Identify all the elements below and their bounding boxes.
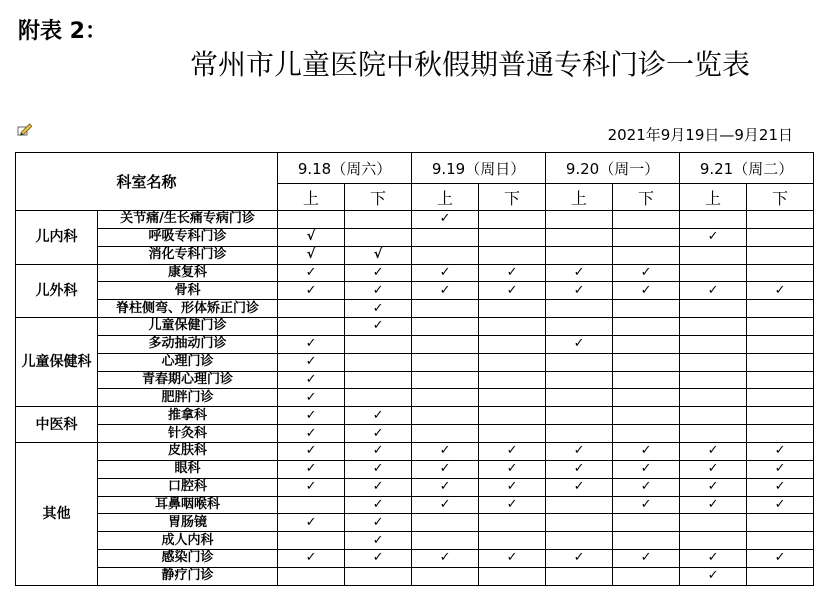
schedule-cell xyxy=(546,318,613,336)
clinic-name: 呼吸专科门诊 xyxy=(98,228,278,246)
clinic-name: 青春期心理门诊 xyxy=(98,371,278,389)
schedule-cell xyxy=(412,514,479,532)
schedule-cell: √ xyxy=(278,246,345,264)
schedule-cell xyxy=(546,211,613,229)
table-row xyxy=(16,300,814,318)
schedule-cell: ✓ xyxy=(412,460,479,478)
schedule-cell xyxy=(278,496,345,514)
schedule-cell: ✓ xyxy=(412,496,479,514)
schedule-cell xyxy=(479,407,546,425)
schedule-cell: ✓ xyxy=(345,460,412,478)
schedule-cell: ✓ xyxy=(278,514,345,532)
department-cell: 中医科 xyxy=(16,407,98,443)
schedule-cell: ✓ xyxy=(278,282,345,300)
clinic-name: 推拿科 xyxy=(98,407,278,425)
table-row xyxy=(16,282,814,300)
schedule-cell: ✓ xyxy=(479,460,546,478)
schedule-cell xyxy=(546,496,613,514)
schedule-cell: ✓ xyxy=(345,496,412,514)
schedule-cell: ✓ xyxy=(479,282,546,300)
morning-header: 上 xyxy=(546,184,613,211)
schedule-cell: ✓ xyxy=(412,282,479,300)
schedule-cell xyxy=(345,228,412,246)
schedule-cell xyxy=(680,211,747,229)
schedule-cell xyxy=(747,371,814,389)
schedule-cell xyxy=(747,353,814,371)
schedule-cell xyxy=(747,532,814,550)
morning-header: 上 xyxy=(680,184,747,211)
table-row xyxy=(16,532,814,550)
clinic-name: 康复科 xyxy=(98,264,278,282)
schedule-cell xyxy=(680,532,747,550)
clinic-name: 皮肤科 xyxy=(98,442,278,460)
schedule-cell xyxy=(345,389,412,407)
schedule-cell xyxy=(412,318,479,336)
schedule-cell xyxy=(546,371,613,389)
table-row xyxy=(16,264,814,282)
schedule-cell xyxy=(747,514,814,532)
date-range: 2021年9月19日—9月21日 xyxy=(607,126,793,144)
schedule-cell xyxy=(613,567,680,585)
schedule-cell: ✓ xyxy=(345,407,412,425)
day-header-9-18: 9.18（周六） xyxy=(278,153,412,184)
table-row xyxy=(16,460,814,478)
schedule-cell xyxy=(613,211,680,229)
schedule-cell xyxy=(613,228,680,246)
schedule-cell xyxy=(412,353,479,371)
schedule-cell xyxy=(479,567,546,585)
schedule-cell: ✓ xyxy=(278,407,345,425)
schedule-cell: ✓ xyxy=(680,282,747,300)
schedule-cell: ✓ xyxy=(345,442,412,460)
schedule-cell: ✓ xyxy=(613,550,680,568)
clinic-name: 眼科 xyxy=(98,460,278,478)
schedule-cell: ✓ xyxy=(613,478,680,496)
schedule-cell: ✓ xyxy=(479,478,546,496)
schedule-cell xyxy=(412,532,479,550)
schedule-cell: ✓ xyxy=(412,478,479,496)
day-header-9-20: 9.20（周一） xyxy=(546,153,680,184)
schedule-cell xyxy=(412,425,479,443)
schedule-cell xyxy=(546,300,613,318)
schedule-cell xyxy=(613,389,680,407)
schedule-cell xyxy=(345,371,412,389)
afternoon-header: 下 xyxy=(613,184,680,211)
schedule-cell: ✓ xyxy=(345,425,412,443)
schedule-cell xyxy=(680,335,747,353)
schedule-cell: ✓ xyxy=(479,496,546,514)
morning-header: 上 xyxy=(278,184,345,211)
schedule-cell: ✓ xyxy=(278,442,345,460)
schedule-cell: ✓ xyxy=(546,335,613,353)
day-header-9-21: 9.21（周二） xyxy=(680,153,814,184)
schedule-cell: ✓ xyxy=(479,442,546,460)
schedule-cell: ✓ xyxy=(613,264,680,282)
schedule-cell: ✓ xyxy=(546,264,613,282)
department-cell: 儿外科 xyxy=(16,264,98,318)
schedule-cell: ✓ xyxy=(747,282,814,300)
schedule-cell xyxy=(747,425,814,443)
schedule-cell xyxy=(546,514,613,532)
table-row xyxy=(16,442,814,460)
schedule-cell: ✓ xyxy=(613,282,680,300)
table-row xyxy=(16,389,814,407)
clinic-name: 胃肠镜 xyxy=(98,514,278,532)
schedule-cell xyxy=(613,407,680,425)
schedule-cell: ✓ xyxy=(278,335,345,353)
schedule-cell xyxy=(546,353,613,371)
schedule-cell xyxy=(479,532,546,550)
schedule-cell: ✓ xyxy=(412,211,479,229)
schedule-cell xyxy=(613,532,680,550)
schedule-cell xyxy=(479,246,546,264)
schedule-cell xyxy=(747,335,814,353)
department-cell: 儿内科 xyxy=(16,211,98,265)
schedule-cell xyxy=(479,318,546,336)
schedule-cell xyxy=(680,514,747,532)
schedule-cell: ✓ xyxy=(546,550,613,568)
department-cell: 其他 xyxy=(16,442,98,585)
document-title: 常州市儿童医院中秋假期普通专科门诊一览表 xyxy=(189,48,750,81)
clinic-name: 关节痛/生长痛专病门诊 xyxy=(98,211,278,229)
schedule-cell: ✓ xyxy=(479,550,546,568)
clinic-name: 脊柱侧弯、形体矫正门诊 xyxy=(98,300,278,318)
schedule-cell: ✓ xyxy=(345,300,412,318)
afternoon-header: 下 xyxy=(345,184,412,211)
schedule-cell: √ xyxy=(345,246,412,264)
schedule-cell xyxy=(278,300,345,318)
clinic-name: 多动抽动门诊 xyxy=(98,335,278,353)
schedule-cell xyxy=(546,425,613,443)
schedule-cell xyxy=(345,567,412,585)
clinic-name: 耳鼻咽喉科 xyxy=(98,496,278,514)
table-row xyxy=(16,496,814,514)
schedule-cell: ✓ xyxy=(345,282,412,300)
table-row xyxy=(16,228,814,246)
schedule-cell: ✓ xyxy=(747,460,814,478)
table-row xyxy=(16,371,814,389)
schedule-cell: ✓ xyxy=(479,264,546,282)
table-row xyxy=(16,514,814,532)
table-row xyxy=(16,318,814,336)
clinic-name: 口腔科 xyxy=(98,478,278,496)
pencil-icon xyxy=(17,121,33,135)
schedule-cell xyxy=(479,425,546,443)
morning-header: 上 xyxy=(412,184,479,211)
schedule-cell: √ xyxy=(278,228,345,246)
schedule-cell xyxy=(613,246,680,264)
schedule-cell xyxy=(479,300,546,318)
schedule-cell: ✓ xyxy=(412,264,479,282)
schedule-cell: ✓ xyxy=(680,442,747,460)
schedule-cell: ✓ xyxy=(747,550,814,568)
schedule-cell xyxy=(479,371,546,389)
schedule-cell: ✓ xyxy=(278,460,345,478)
day-header-9-19: 9.19（周日） xyxy=(412,153,546,184)
schedule-cell: ✓ xyxy=(680,496,747,514)
corner-header: 科室名称 xyxy=(16,153,278,211)
table-row xyxy=(16,478,814,496)
schedule-cell: ✓ xyxy=(680,460,747,478)
schedule-cell xyxy=(680,264,747,282)
clinic-name: 消化专科门诊 xyxy=(98,246,278,264)
schedule-cell xyxy=(680,246,747,264)
schedule-cell xyxy=(680,353,747,371)
schedule-cell xyxy=(680,389,747,407)
schedule-cell xyxy=(479,389,546,407)
schedule-cell xyxy=(278,567,345,585)
schedule-cell: ✓ xyxy=(546,478,613,496)
schedule-cell xyxy=(680,407,747,425)
schedule-cell xyxy=(412,335,479,353)
schedule-cell xyxy=(546,389,613,407)
schedule-cell: ✓ xyxy=(546,442,613,460)
clinic-name: 儿童保健门诊 xyxy=(98,318,278,336)
schedule-cell: ✓ xyxy=(345,532,412,550)
table-row xyxy=(16,567,814,585)
clinic-name: 感染门诊 xyxy=(98,550,278,568)
schedule-cell: ✓ xyxy=(278,353,345,371)
schedule-cell xyxy=(412,567,479,585)
date-header-row xyxy=(16,153,814,184)
schedule-cell: ✓ xyxy=(680,567,747,585)
schedule-cell xyxy=(412,246,479,264)
schedule-cell: ✓ xyxy=(278,389,345,407)
schedule-cell xyxy=(613,425,680,443)
schedule-cell xyxy=(345,353,412,371)
schedule-cell xyxy=(546,407,613,425)
schedule-cell: ✓ xyxy=(278,264,345,282)
schedule-cell: ✓ xyxy=(680,228,747,246)
clinic-name: 肥胖门诊 xyxy=(98,389,278,407)
schedule-cell: ✓ xyxy=(747,496,814,514)
schedule-cell xyxy=(613,371,680,389)
schedule-cell xyxy=(747,407,814,425)
schedule-cell xyxy=(613,335,680,353)
schedule-cell xyxy=(747,246,814,264)
schedule-cell: ✓ xyxy=(546,282,613,300)
schedule-table xyxy=(15,152,814,586)
schedule-cell xyxy=(479,335,546,353)
clinic-name: 针灸科 xyxy=(98,425,278,443)
table-row xyxy=(16,353,814,371)
schedule-cell xyxy=(278,211,345,229)
clinic-name: 静疗门诊 xyxy=(98,567,278,585)
schedule-cell: ✓ xyxy=(278,478,345,496)
attachment-label: 附表 2： xyxy=(18,19,107,44)
schedule-cell xyxy=(613,318,680,336)
schedule-cell xyxy=(680,318,747,336)
schedule-cell xyxy=(747,228,814,246)
schedule-cell xyxy=(479,211,546,229)
schedule-cell xyxy=(546,532,613,550)
schedule-cell: ✓ xyxy=(747,442,814,460)
schedule-cell xyxy=(747,264,814,282)
schedule-cell xyxy=(278,532,345,550)
schedule-cell xyxy=(546,567,613,585)
table-row xyxy=(16,425,814,443)
afternoon-header: 下 xyxy=(747,184,814,211)
schedule-cell xyxy=(479,228,546,246)
schedule-cell xyxy=(412,300,479,318)
schedule-cell: ✓ xyxy=(680,550,747,568)
schedule-cell xyxy=(345,335,412,353)
schedule-cell xyxy=(747,567,814,585)
schedule-cell xyxy=(747,211,814,229)
schedule-cell xyxy=(412,389,479,407)
schedule-cell xyxy=(345,211,412,229)
schedule-cell: ✓ xyxy=(345,264,412,282)
schedule-cell xyxy=(680,425,747,443)
table-row xyxy=(16,550,814,568)
schedule-cell: ✓ xyxy=(546,460,613,478)
table-row xyxy=(16,211,814,229)
schedule-cell: ✓ xyxy=(613,442,680,460)
schedule-cell xyxy=(613,300,680,318)
schedule-cell xyxy=(412,407,479,425)
schedule-cell: ✓ xyxy=(747,478,814,496)
schedule-cell: ✓ xyxy=(613,460,680,478)
schedule-cell xyxy=(412,371,479,389)
schedule-cell: ✓ xyxy=(345,318,412,336)
table-row xyxy=(16,335,814,353)
department-cell: 儿童保健科 xyxy=(16,318,98,407)
schedule-cell xyxy=(747,318,814,336)
clinic-name: 成人内科 xyxy=(98,532,278,550)
afternoon-header: 下 xyxy=(479,184,546,211)
schedule-cell xyxy=(680,300,747,318)
clinic-name: 心理门诊 xyxy=(98,353,278,371)
schedule-cell: ✓ xyxy=(278,425,345,443)
schedule-cell xyxy=(747,300,814,318)
schedule-cell xyxy=(479,353,546,371)
schedule-cell xyxy=(546,228,613,246)
clinic-name: 骨科 xyxy=(98,282,278,300)
schedule-cell xyxy=(412,228,479,246)
schedule-cell xyxy=(613,353,680,371)
schedule-cell: ✓ xyxy=(345,478,412,496)
schedule-cell xyxy=(613,514,680,532)
schedule-cell: ✓ xyxy=(680,478,747,496)
schedule-cell: ✓ xyxy=(613,496,680,514)
schedule-cell xyxy=(278,318,345,336)
schedule-cell: ✓ xyxy=(278,371,345,389)
schedule-cell xyxy=(747,389,814,407)
schedule-cell: ✓ xyxy=(345,550,412,568)
table-row xyxy=(16,246,814,264)
table-row xyxy=(16,407,814,425)
schedule-cell xyxy=(680,371,747,389)
schedule-cell: ✓ xyxy=(412,442,479,460)
schedule-cell: ✓ xyxy=(278,550,345,568)
schedule-cell xyxy=(479,514,546,532)
schedule-cell xyxy=(546,246,613,264)
schedule-cell: ✓ xyxy=(412,550,479,568)
schedule-cell: ✓ xyxy=(345,514,412,532)
